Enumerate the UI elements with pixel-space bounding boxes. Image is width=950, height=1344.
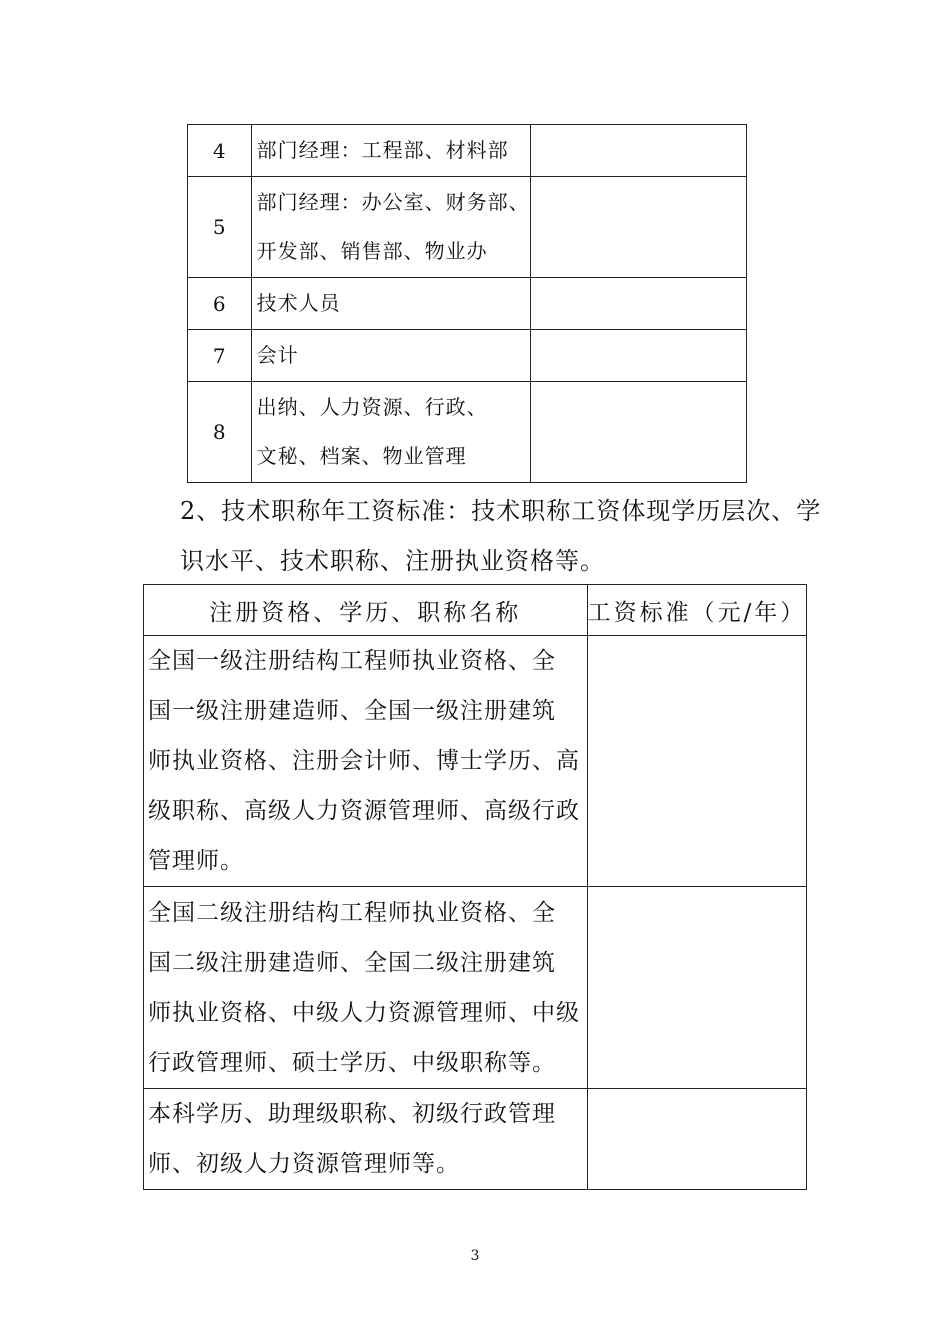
qualification-line: 全国二级注册结构工程师执业资格、全 bbox=[148, 899, 556, 926]
header-salary: 工资标准（元/年） bbox=[587, 585, 806, 636]
salary-cell bbox=[530, 382, 746, 483]
qualification-line: 本科学历、助理级职称、初级行政管理 bbox=[148, 1101, 556, 1127]
qualification-line: 师执业资格、中级人力资源管理师、中级 bbox=[148, 999, 580, 1026]
salary-cell bbox=[530, 330, 746, 382]
salary-standard-paragraph bbox=[146, 486, 822, 586]
position-cell bbox=[251, 330, 530, 382]
position-line: 会计 bbox=[256, 343, 299, 367]
qualification-line: 管理师。 bbox=[148, 848, 244, 874]
position-cell bbox=[251, 382, 530, 483]
row-number: 6 bbox=[188, 278, 252, 330]
salary-cell bbox=[530, 125, 746, 177]
salary-cell bbox=[587, 636, 806, 887]
qualification-line: 行政管理师、硕士学历、中级职称等。 bbox=[148, 1049, 556, 1076]
row-number: 7 bbox=[188, 330, 252, 382]
paragraph-line: 2、技术职称年工资标准：技术职称工资体现学历层次、学 bbox=[180, 497, 822, 525]
table-row bbox=[144, 636, 807, 887]
header-qualification: 注册资格、学历、职称名称 bbox=[144, 585, 588, 636]
position-line: 出纳、人力资源、行政、 bbox=[256, 395, 488, 419]
position-cell bbox=[251, 125, 530, 177]
position-line: 文秘、档案、物业管理 bbox=[256, 444, 467, 468]
table-row bbox=[188, 177, 747, 278]
qualification-line: 国二级注册建造师、全国二级注册建筑 bbox=[148, 949, 556, 976]
qualification-line: 师、初级人力资源管理师等。 bbox=[148, 1151, 460, 1177]
row-number: 8 bbox=[188, 382, 252, 483]
position-line: 部门经理：办公室、财务部、 bbox=[256, 190, 530, 214]
salary-cell bbox=[587, 887, 806, 1089]
position-line: 部门经理：工程部、材料部 bbox=[256, 138, 509, 162]
position-line: 技术人员 bbox=[256, 291, 341, 315]
qualification-line: 师执业资格、注册会计师、博士学历、高 bbox=[148, 748, 580, 774]
qualification-cell bbox=[144, 887, 588, 1089]
qualification-line: 全国一级注册结构工程师执业资格、全 bbox=[148, 648, 556, 674]
qualification-line: 级职称、高级人力资源管理师、高级行政 bbox=[148, 798, 580, 824]
table-row bbox=[144, 887, 807, 1089]
position-salary-table bbox=[187, 124, 747, 483]
qualification-cell bbox=[144, 1089, 588, 1190]
position-cell bbox=[251, 177, 530, 278]
salary-cell bbox=[587, 1089, 806, 1190]
row-number: 4 bbox=[188, 125, 252, 177]
paragraph-line: 识水平、技术职称、注册执业资格等。 bbox=[180, 547, 605, 575]
position-cell bbox=[251, 278, 530, 330]
salary-cell bbox=[530, 278, 746, 330]
qualification-salary-table bbox=[143, 584, 807, 1190]
row-number: 5 bbox=[188, 177, 252, 278]
table-row bbox=[144, 1089, 807, 1190]
table-row bbox=[188, 382, 747, 483]
page-number: 3 bbox=[470, 1248, 480, 1264]
qualification-line: 国一级注册建造师、全国一级注册建筑 bbox=[148, 698, 556, 724]
table-header-row bbox=[144, 585, 807, 636]
table-row bbox=[188, 278, 747, 330]
salary-cell bbox=[530, 177, 746, 278]
table-row bbox=[188, 125, 747, 177]
position-line: 开发部、销售部、物业办 bbox=[256, 239, 488, 263]
qualification-cell bbox=[144, 636, 588, 887]
table-row bbox=[188, 330, 747, 382]
